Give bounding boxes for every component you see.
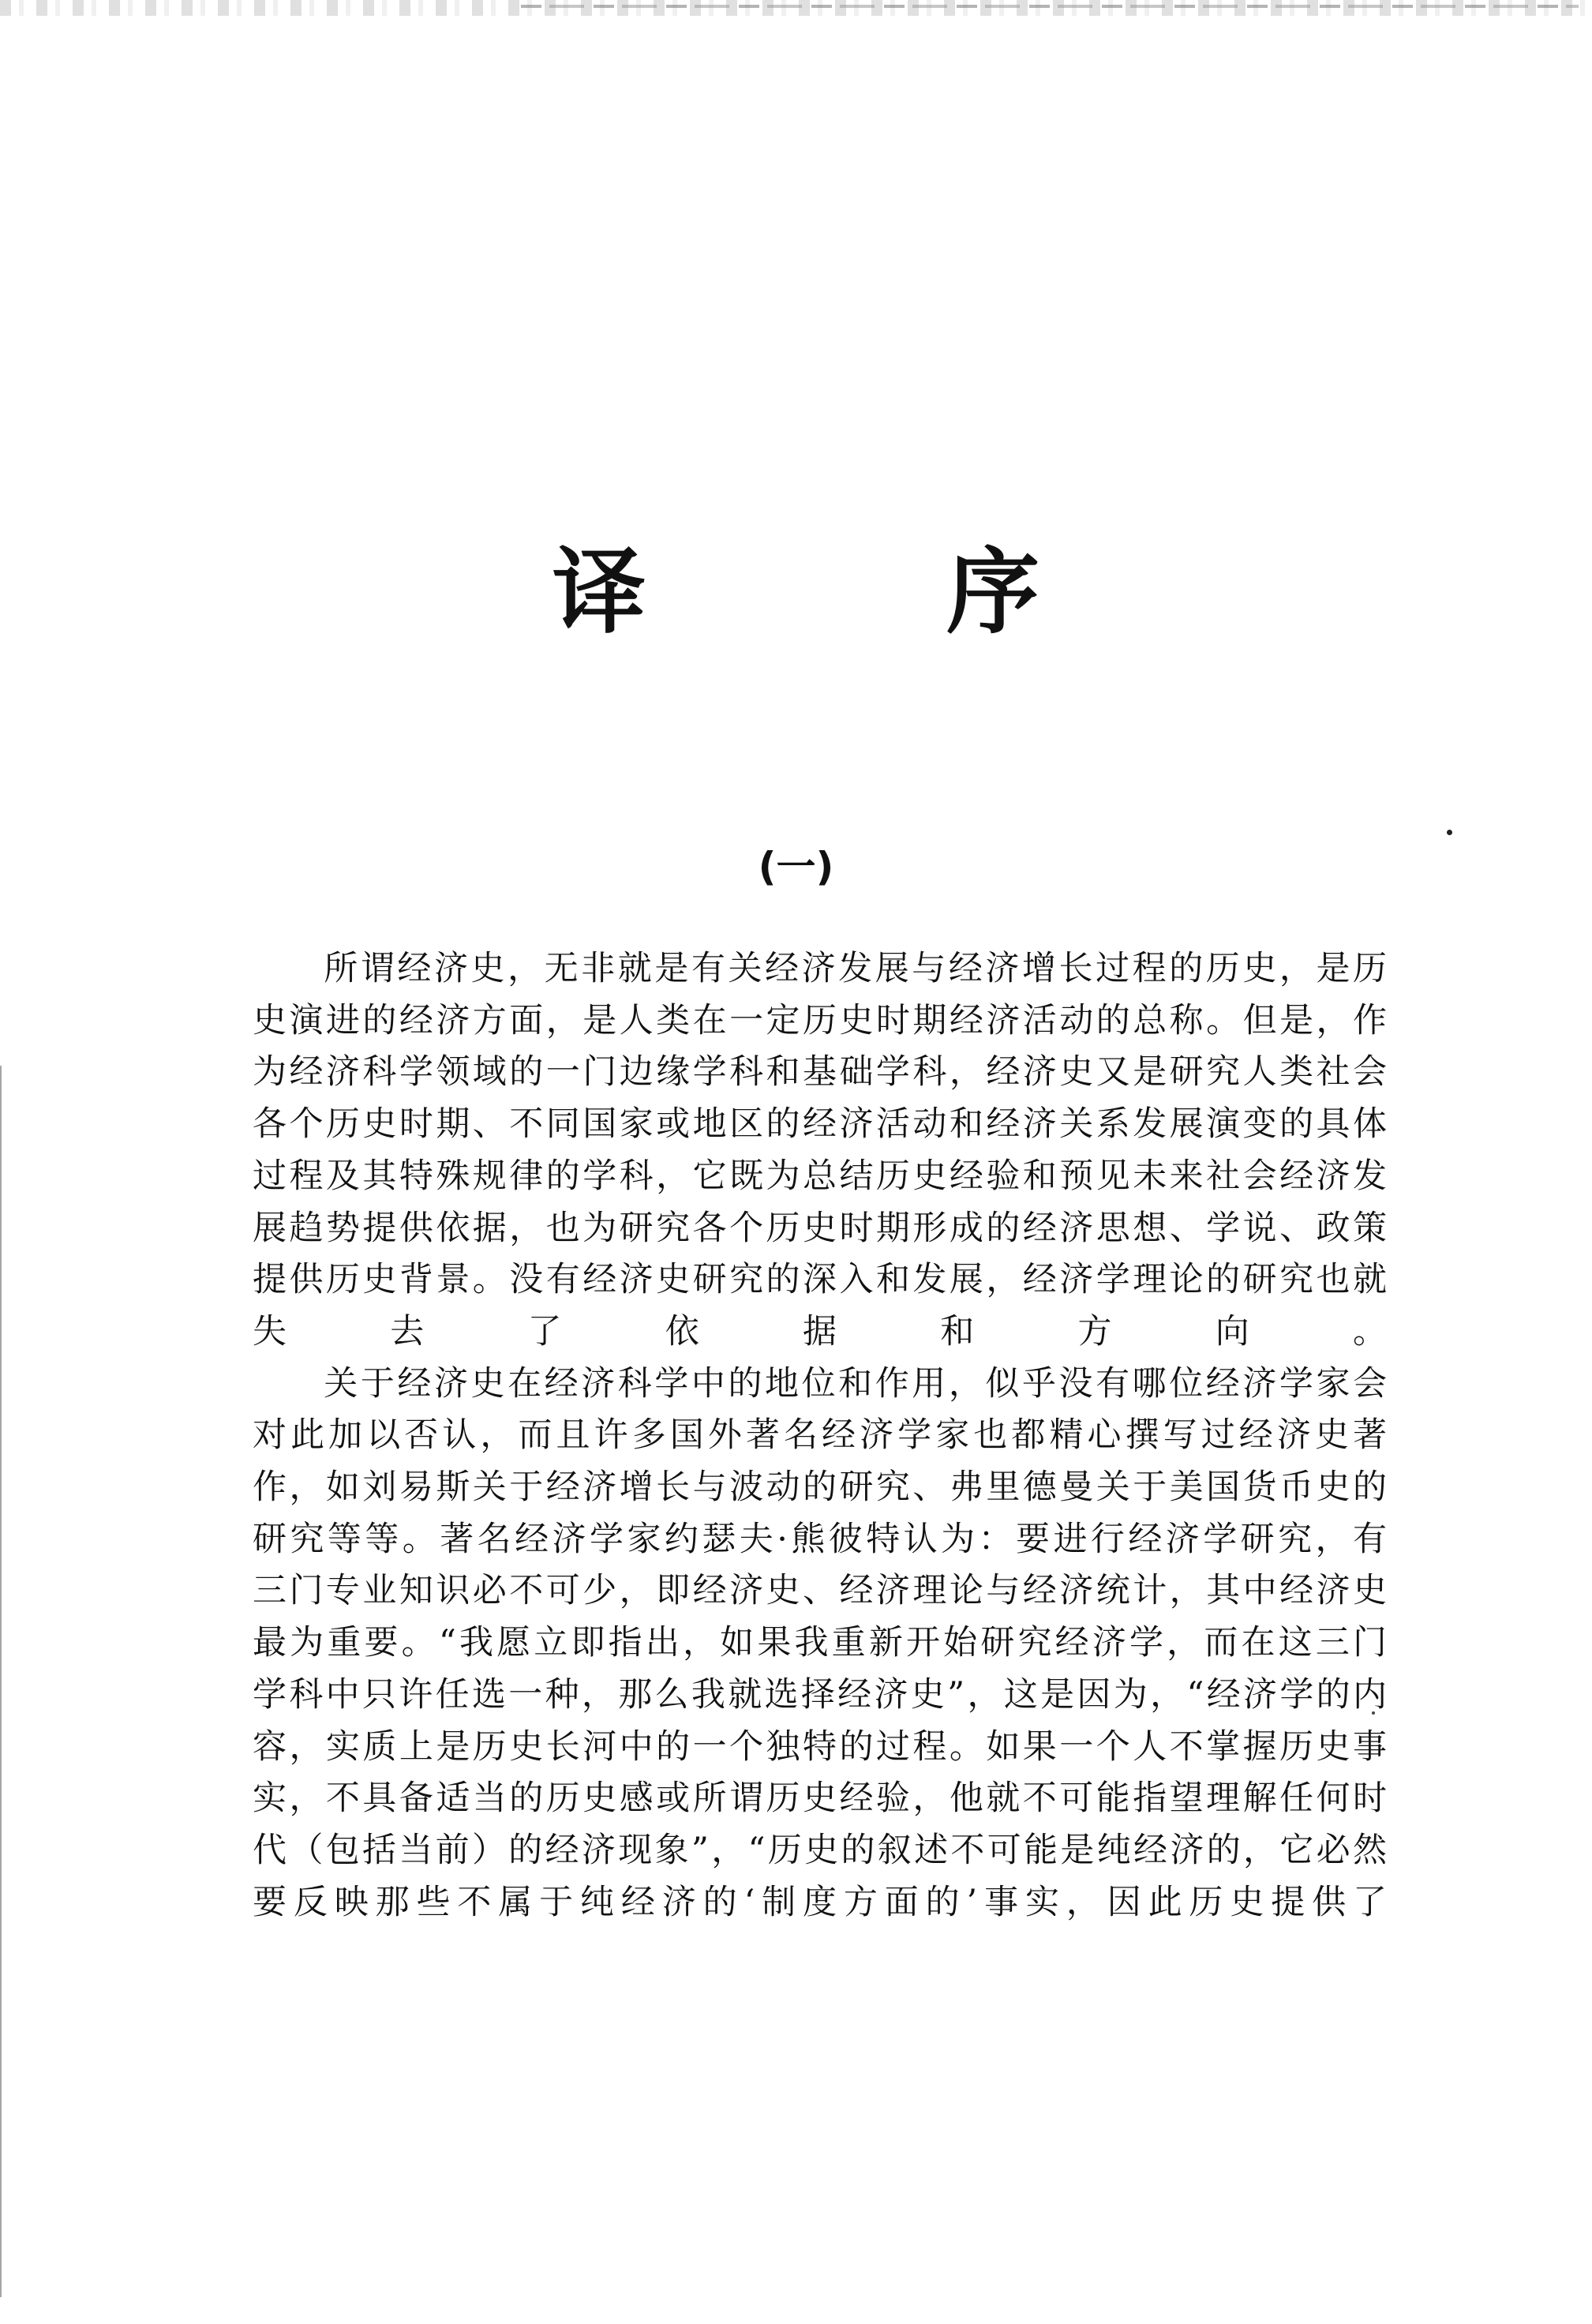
scan-edge-left xyxy=(0,1066,2,2297)
section-heading: (一) xyxy=(758,844,834,890)
body-text xyxy=(253,943,1389,1929)
page-title: 译 序 xyxy=(552,538,1174,647)
paragraph-2: 关于经济史在经济科学中的地位和作用，似乎没有哪位经济学家会对此加以否认，而且许多国外著名经济学家也都精心撰写过经济史著作，如刘易斯关于经济增长与波动的研究、弗里德曼关于美国货币史的研究等等。著名经济学家约瑟夫·熊彼特认为：要进行经济学研究，有三门专业知识必不可少，即经济史、经济理论与经济统计，其中经济史最为重要。“我愿立即指出，如果我重新开始研究经济学，而在这三门学科中只许任选一种，那么我就选择经济史”，这是因为，“经济学的内容，实质上是历史长河中的一个独特的过程。如果一个人不掌握历史事实，不具备适当的历史感或所谓历史经验，他就不可能指望理解任何时代（包括当前）的经济现象”，“历史的叙述不可能是纯经济的，它必然要反映那些不属于纯经济的‘制度方面的’事实，因此历史提供了 xyxy=(253,1363,1389,1922)
scan-edge-top xyxy=(0,0,1592,16)
scan-edge-top-dashes xyxy=(521,5,1579,8)
paragraph-1: 所谓经济史，无非就是有关经济发展与经济增长过程的历史，是历史演进的经济方面，是人类在一定历史时期经济活动的总称。但是，作为经济科学领域的一门边缘学科和基础学科，经济史又是研究人类社会各个历史时期、不同国家或地区的经济活动和经济关系发展演变的具体过程及其特殊规律的学科，它既为总结历史经验和预见未来社会经济发展趋势提供依据，也为研究各个历史时期形成的经济思想、学说、政策提供历史背景。没有经济史研究的深入和发展，经济学理论的研究也就失去了依据和方向。 xyxy=(253,949,1389,1351)
scan-speck xyxy=(1447,830,1452,835)
